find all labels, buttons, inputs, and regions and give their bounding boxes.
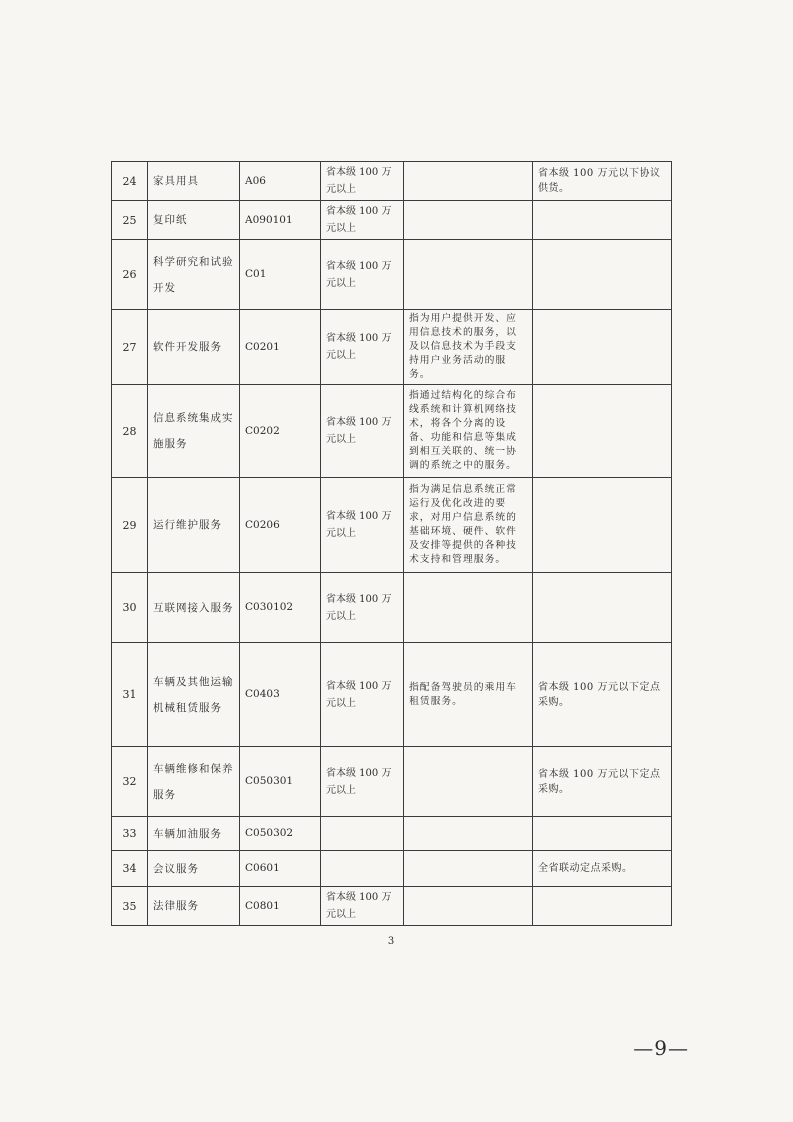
row-number: 33 [112, 817, 148, 851]
table-row [112, 385, 672, 478]
threshold: 省本级 100 万元以上 [321, 310, 404, 385]
threshold: 省本级 100 万元以上 [321, 643, 404, 747]
remark [533, 887, 672, 926]
item-code: C030102 [240, 573, 321, 643]
item-name: 车辆及其他运输机械租赁服务 [148, 643, 240, 747]
description: 指通过结构化的综合布线系统和计算机网络技术，将各个分离的设备、功能和信息等集成到相互关联的、统一协调的系统之中的服务。 [404, 385, 533, 478]
row-number: 30 [112, 573, 148, 643]
description [404, 162, 533, 201]
remark [533, 310, 672, 385]
description [404, 887, 533, 926]
threshold: 省本级 100 万元以上 [321, 478, 404, 573]
remark: 省本级 100 万元以下协议供货。 [533, 162, 672, 201]
item-name: 科学研究和试验开发 [148, 240, 240, 310]
description [404, 240, 533, 310]
threshold: 省本级 100 万元以上 [321, 162, 404, 201]
threshold: 省本级 100 万元以上 [321, 747, 404, 817]
item-code: C0403 [240, 643, 321, 747]
remark [533, 478, 672, 573]
table-row [112, 310, 672, 385]
item-code: A06 [240, 162, 321, 201]
item-code: C0601 [240, 851, 321, 887]
threshold: 省本级 100 万元以上 [321, 201, 404, 240]
row-number: 27 [112, 310, 148, 385]
table-row [112, 162, 672, 201]
table-row [112, 201, 672, 240]
item-name: 互联网接入服务 [148, 573, 240, 643]
threshold: 省本级 100 万元以上 [321, 887, 404, 926]
row-number: 35 [112, 887, 148, 926]
row-number: 29 [112, 478, 148, 573]
table-row [112, 817, 672, 851]
item-code: A090101 [240, 201, 321, 240]
procurement-table [111, 161, 672, 926]
item-name: 信息系统集成实施服务 [148, 385, 240, 478]
item-name: 法律服务 [148, 887, 240, 926]
table-row [112, 643, 672, 747]
row-number: 26 [112, 240, 148, 310]
remark: 省本级 100 万元以下定点采购。 [533, 747, 672, 817]
item-code: C0206 [240, 478, 321, 573]
page-number: 3 [387, 936, 395, 947]
threshold: 省本级 100 万元以上 [321, 385, 404, 478]
table-row [112, 747, 672, 817]
description [404, 747, 533, 817]
row-number: 28 [112, 385, 148, 478]
threshold [321, 817, 404, 851]
item-name: 软件开发服务 [148, 310, 240, 385]
row-number: 34 [112, 851, 148, 887]
item-code: C0202 [240, 385, 321, 478]
row-number: 25 [112, 201, 148, 240]
description: 指为用户提供开发、应用信息技术的服务，以及以信息技术为手段支持用户业务活动的服务。 [404, 310, 533, 385]
remark: 全省联动定点采购。 [533, 851, 672, 887]
row-number: 31 [112, 643, 148, 747]
item-code: C050302 [240, 817, 321, 851]
threshold: 省本级 100 万元以上 [321, 240, 404, 310]
item-name: 车辆维修和保养服务 [148, 747, 240, 817]
threshold: 省本级 100 万元以上 [321, 573, 404, 643]
threshold [321, 851, 404, 887]
description [404, 851, 533, 887]
row-number: 32 [112, 747, 148, 817]
table-row [112, 887, 672, 926]
item-code: C0201 [240, 310, 321, 385]
description: 指为满足信息系统正常运行及优化改进的要求，对用户信息系统的基础环境、硬件、软件及安排等提供的各种技术支持和管理服务。 [404, 478, 533, 573]
description [404, 573, 533, 643]
remark [533, 817, 672, 851]
table-row [112, 240, 672, 310]
table-row [112, 851, 672, 887]
table-row [112, 478, 672, 573]
item-code: C0801 [240, 887, 321, 926]
remark: 省本级 100 万元以下定点采购。 [533, 643, 672, 747]
item-name: 复印纸 [148, 201, 240, 240]
description: 指配备驾驶员的乘用车租赁服务。 [404, 643, 533, 747]
item-code: C050301 [240, 747, 321, 817]
description [404, 201, 533, 240]
table-row [112, 573, 672, 643]
remark [533, 240, 672, 310]
item-code: C01 [240, 240, 321, 310]
item-name: 车辆加油服务 [148, 817, 240, 851]
remark [533, 201, 672, 240]
item-name: 会议服务 [148, 851, 240, 887]
item-name: 家具用具 [148, 162, 240, 201]
item-name: 运行维护服务 [148, 478, 240, 573]
row-number: 24 [112, 162, 148, 201]
description [404, 817, 533, 851]
footer-page-number: —9— [633, 1036, 689, 1060]
remark [533, 573, 672, 643]
remark [533, 385, 672, 478]
